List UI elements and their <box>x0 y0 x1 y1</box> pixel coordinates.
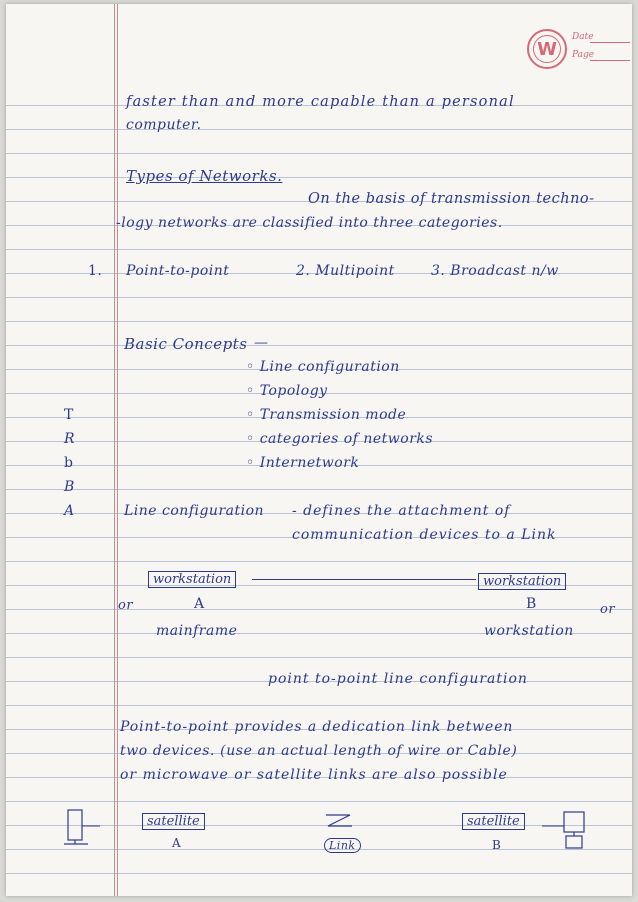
concept-item-1: ◦ Line configuration <box>246 359 400 375</box>
satellite-dish-a-icon <box>62 806 102 850</box>
para2-line1: Point-to-point provides a dedication link between <box>120 719 514 735</box>
category-multipoint: 2. Multipoint <box>296 263 395 279</box>
margin-line-left <box>114 4 115 896</box>
types-line2: -logy networks are classified into three categories. <box>116 215 503 231</box>
types-heading: Types of Networks. <box>126 167 283 185</box>
category-point-to-point: Point-to-point <box>126 263 230 279</box>
margin-line-left-2 <box>117 4 118 896</box>
category-broadcast: 3. Broadcast n/w <box>431 263 559 279</box>
notebook-page <box>6 4 632 896</box>
signal-zigzag-icon <box>322 812 356 832</box>
workstation-label: workstation <box>484 623 574 639</box>
satellite-box-a: satellite <box>142 813 205 830</box>
margin-letter-t: T <box>64 407 74 423</box>
date-label: Date <box>572 32 594 42</box>
concept-item-5: ◦ Internetwork <box>246 455 360 471</box>
basic-heading-dash: — <box>254 335 269 351</box>
diagram2-label-a: A <box>172 836 182 850</box>
para1-line2: computer. <box>126 117 202 133</box>
point-to-point-link-line <box>252 579 476 580</box>
types-line1: On the basis of transmission techno- <box>308 191 595 207</box>
logo-ring <box>533 35 561 63</box>
diagram1-or-left: or <box>118 598 134 613</box>
notebook-logo <box>527 29 567 69</box>
concept-item-2: ◦ Topology <box>246 383 328 399</box>
margin-letter-b: B <box>64 479 75 495</box>
page-number-line <box>590 60 630 61</box>
mainframe-label: mainframe <box>156 623 238 639</box>
diagram1-or-right: or <box>600 602 616 617</box>
link-label: Link <box>324 838 361 853</box>
concept-item-5-text: Internetwork <box>259 455 360 471</box>
concept-item-4: ◦ categories of networks <box>246 431 434 447</box>
concept-item-3-text: Transmission mode <box>259 407 407 423</box>
margin-letter-a: A <box>64 503 75 519</box>
satellite-dish-b-icon <box>540 806 590 852</box>
line-config-def-1: - defines the attachment of <box>292 503 511 519</box>
para2-line3: or microwave or satellite links are also possible <box>120 767 508 783</box>
diagram1-caption: point to-point line configuration <box>268 671 528 687</box>
satellite-box-b: satellite <box>462 813 525 830</box>
margin-letter-r: R <box>64 431 76 447</box>
page-label: Page <box>572 50 595 60</box>
date-line <box>590 42 630 43</box>
logo-letter: W <box>537 38 557 60</box>
diagram1-label-b: B <box>526 596 537 612</box>
concept-item-3: ◦ Transmission mode <box>246 407 407 423</box>
diagram2-label-b: B <box>492 838 502 852</box>
line-config-term: Line configuration <box>124 503 265 519</box>
concept-item-2-text: Topology <box>259 383 328 399</box>
workstation-box-b: workstation <box>478 573 566 590</box>
para2-line2: two devices. (use an actual length of wire or Cable) <box>120 743 518 759</box>
line-config-def-2: communication devices to a Link <box>292 527 557 543</box>
concept-item-4-text: categories of networks <box>259 431 434 447</box>
concept-item-1-text: Line configuration <box>259 359 400 375</box>
margin-letter-b-lower: b <box>64 455 74 471</box>
basic-concepts-heading: Basic Concepts <box>124 335 248 353</box>
para1-line1: faster than and more capable than a personal <box>126 94 515 110</box>
category-number: 1. <box>88 263 103 279</box>
workstation-box-a: workstation <box>148 571 236 588</box>
diagram1-label-a: A <box>194 596 205 612</box>
